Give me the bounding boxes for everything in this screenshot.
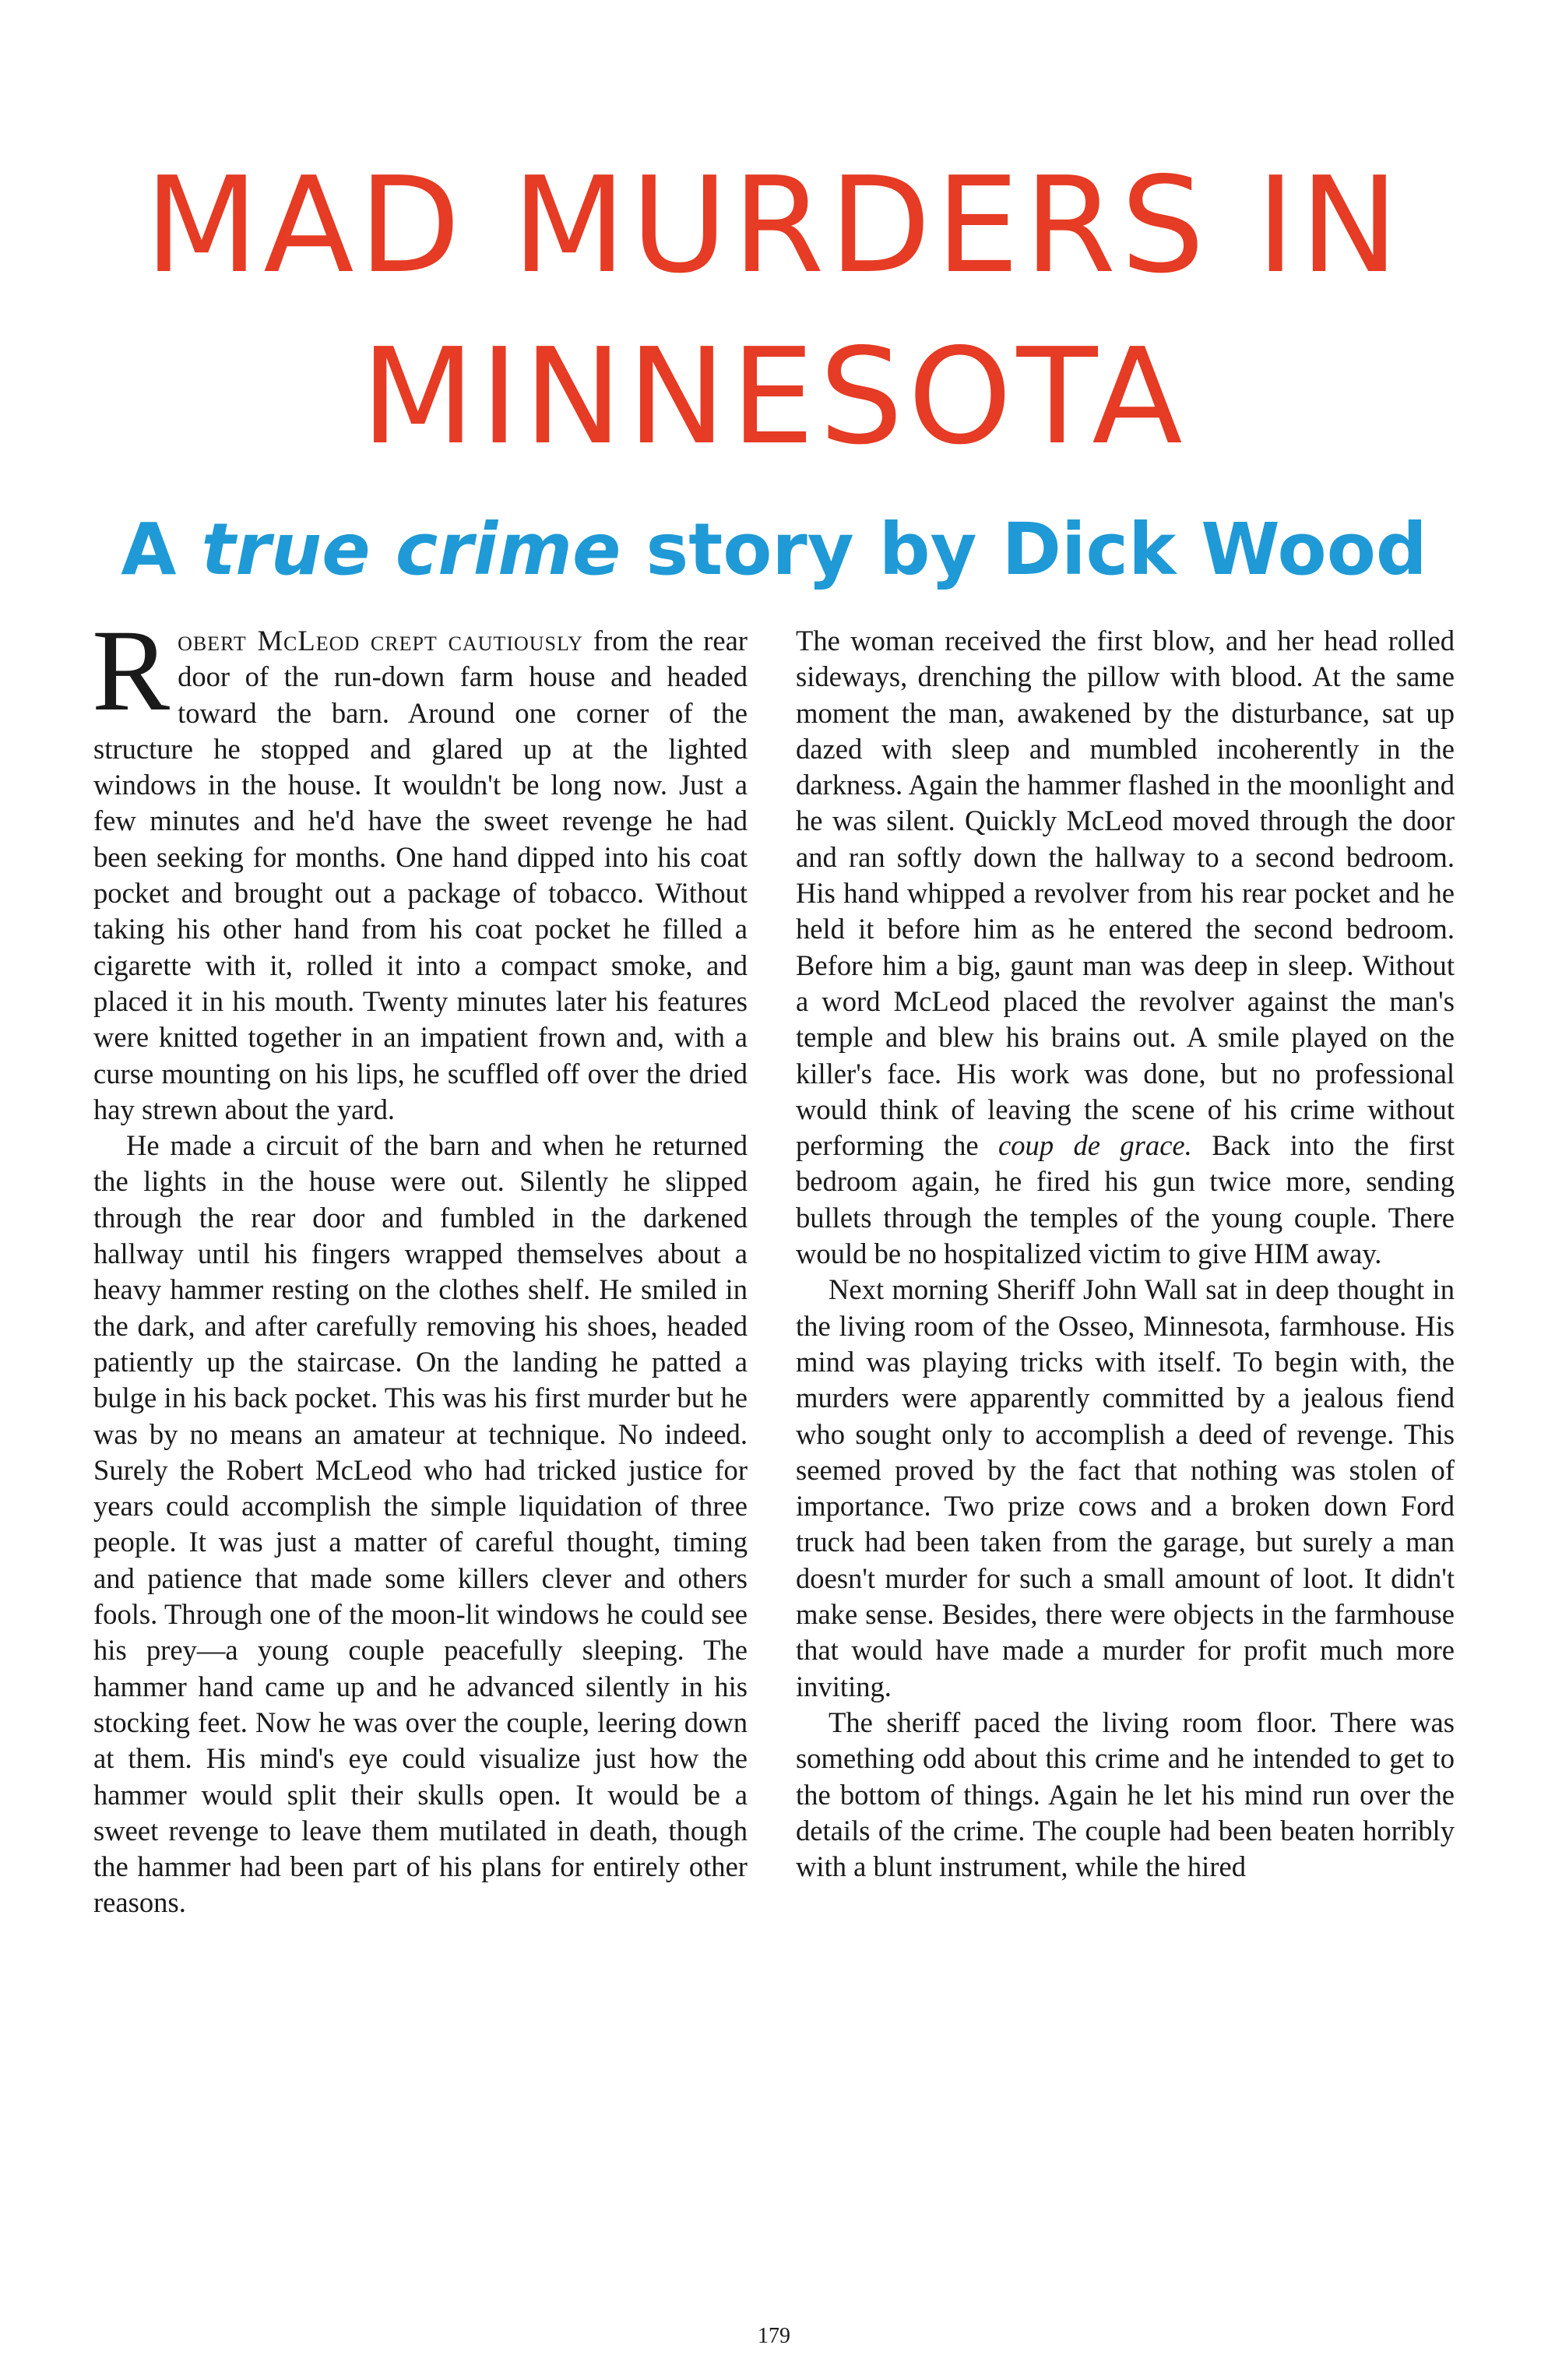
title-line-1: MAD MURDERS IN [144,149,1404,303]
subtitle [47,508,1501,591]
paragraph-3-text-b: Back into the first bedroom again, he fired his gun twice more, sending bullets through the temples of the young couple. There would be no hospitalized victim to give HIM away. [796,1129,1455,1270]
paragraph-3-text-a: The woman received the first blow, and her head rolled sideways, drenching the pillow with blood. At the same moment the man, awakened by the disturbance, sat up dazed with sleep and mumbled incoherently in the darkness. Again the hammer flashed in the moonlight and he was silent. Quickly McLeod moved through the door and ran softly down the hallway to a second bedroom. His hand whipped a revolver from his rear pocket and he held it before him as he entered the second bedroom. Before him a big, gaunt man was deep in sleep. Without a word McLeod placed the revolver against the man's temple and blew his brains out. A smile played on the killer's face. His work was done, but no professional would think of leaving the scene of his crime without performing the [796,625,1455,1162]
paragraph-4: Next morning Sheriff John Wall sat in deep thought in the living room of the Osseo, Minnesota, farmhouse. His mind was playing tricks with itself. To begin with, the murders were apparently committed by a jealous fiend who sought only to accomplish a deed of revenge. This seemed proved by the fact that nothing was stolen of importance. Two prize cows and a broken down Ford truck had been taken from the garage, but surely a man doesn't murder for such a small amount of loot. It didn't make sense. Besides, there were objects in the farmhouse that would have made a murder for profit much more inviting. [796,1273,1455,1702]
article-column-left [92,606,748,1921]
subtitle-suffix: story by Dick Wood [646,508,1427,591]
paragraph-3-italic: coup de grace. [998,1129,1192,1162]
drop-cap: R [92,606,171,735]
page-number: 179 [758,2324,790,2348]
paragraph-5: The sheriff paced the living room floor. There was something odd about this crime and he intended to get to the bottom of things. Again he let his mind run over the details of the crime. The couple had been beaten horribly with a blunt instrument, while the hired [796,1706,1455,1883]
article-column-right [796,623,1455,1885]
paragraph-1-text: from the rear door of the run-down farm house and headed toward the barn. Around one corner of the structure he stopped and glared up at the lighted windows in the house. It wouldn't be long now. Just a few minutes and he'd have the sweet revenge he had been seeking for months. One hand dipped into his coat pocket and brought out a package of tobacco. Without taking his other hand from his coat pocket he filled a cigarette with it, rolled it into a compact smoke, and placed it in his mouth. Twenty minutes later his features were knitted together in an impatient frown and, with a curse mounting on his lips, he scuffled off over the dried hay strewn about the yard. [93,625,748,1125]
paragraph-2: He made a circuit of the barn and when he returned the lights in the house were out. Silently he slipped through the rear door and fumbled in the darkened hallway until his fingers wrapped themselves about a heavy hammer resting on the clothes shelf. He smiled in the dark, and after carefully removing his shoes, headed patiently up the staircase. On the landing he patted a bulge in his back pocket. This was his first murder but he was by no means an amateur at technique. No indeed. Surely the Robert McLeod who had tricked justice for years could accomplish the simple liquidation of three people. It was just a matter of careful thought, timing and patience that made some killers clever and others fools. Through one of the moon-lit windows he could see his prey—a young couple peacefully sleeping. The hammer hand came up and he advanced silently in his stocking feet. Now he was over the couple, leering down at them. His mind's eye could visualize just how the hammer would split their skulls open. It would be a sweet revenge to leave them mutilated in death, though the hammer had been part of his plans for entirely other reasons. [93,1129,748,1919]
subtitle-prefix: A [121,508,177,591]
lead-in: obert McLeod crept cautiously [178,625,584,657]
paragraph-3 [796,623,1455,1272]
paragraph-1 [92,606,748,1128]
subtitle-italic: true crime [201,508,621,591]
title-line-2: MINNESOTA [361,320,1187,474]
